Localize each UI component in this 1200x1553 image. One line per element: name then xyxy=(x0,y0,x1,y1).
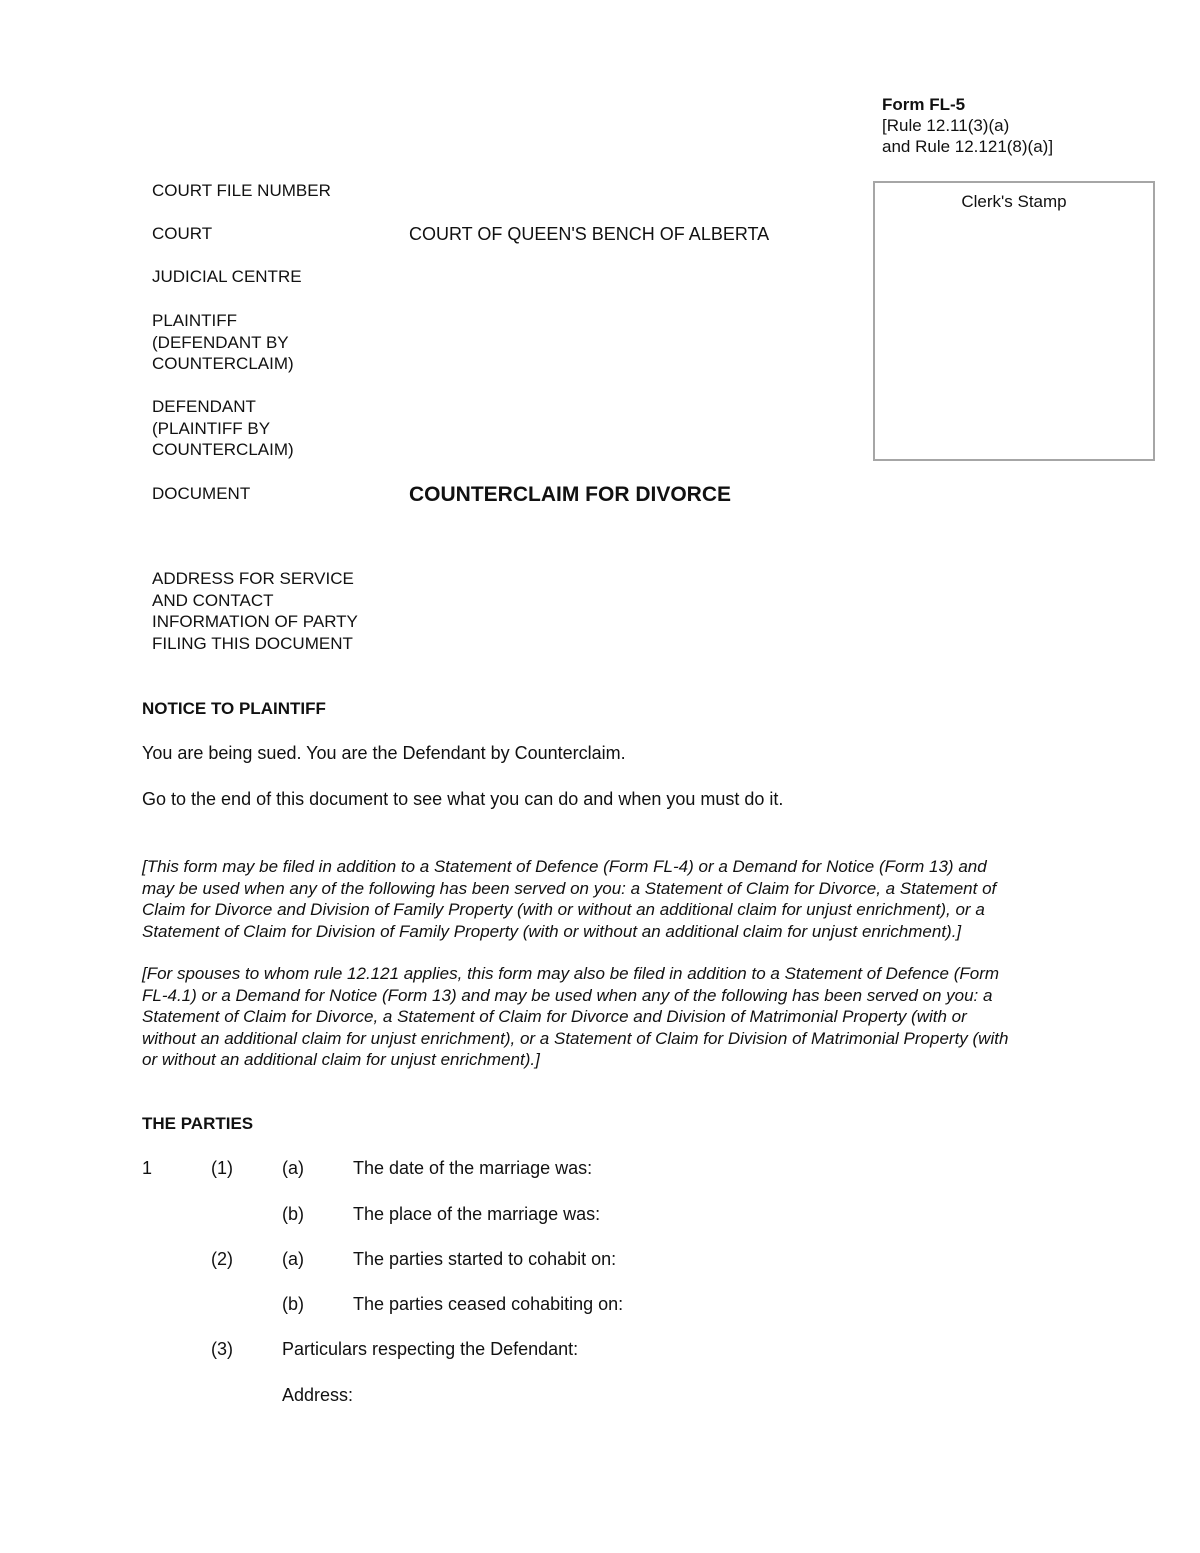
clause-letter: (a) xyxy=(282,1158,304,1178)
address-label-line: ADDRESS FOR SERVICE xyxy=(152,569,354,588)
instruction-line: may be used when any of the following has been served on you: a Statement of Claim for Divorce, a Statement of xyxy=(142,878,997,898)
instruction-line: FL-4.1) or a Demand for Notice (Form 13) and may be used when any of the following has been served on you: a xyxy=(142,985,993,1005)
clause-letter: (b) xyxy=(282,1204,304,1224)
plaintiff-label-line: PLAINTIFF xyxy=(152,311,238,330)
clerks-stamp-label: Clerk's Stamp xyxy=(961,192,1067,211)
judicial-centre-label: JUDICIAL CENTRE xyxy=(152,267,302,286)
instruction-line: without an additional claim for unjust enrichment), or a Statement of Claim for Division of Matrimonial Property (with xyxy=(142,1028,1009,1048)
form-reference xyxy=(882,94,1053,157)
notice-heading: NOTICE TO PLAINTIFF xyxy=(142,699,326,718)
defendant-address-label: Address: xyxy=(282,1385,354,1405)
court-name: COURT OF QUEEN'S BENCH OF ALBERTA xyxy=(409,224,770,244)
subitem-number: (3) xyxy=(211,1339,233,1359)
subitem-number: (1) xyxy=(211,1158,233,1178)
address-label-line: AND CONTACT xyxy=(152,590,274,610)
court-label: COURT xyxy=(152,224,213,243)
instruction-line: Statement of Claim for Division of Family Property (with or without an additional claim for unjust enrichment).] xyxy=(142,921,962,941)
form-number: Form FL-5 xyxy=(882,95,966,114)
instruction-line: [This form may be filed in addition to a Statement of Defence (Form FL-4) or a Demand for Notice (Form 13) and xyxy=(142,857,987,876)
plaintiff-label xyxy=(152,310,294,375)
defendant-particulars-label: Particulars respecting the Defendant: xyxy=(282,1339,579,1359)
instruction-line: Statement of Claim for Divorce, a Statement of Claim for Divorce and Division of Matrimonial Property (with or xyxy=(142,1007,967,1026)
marriage-place-label: The place of the marriage was: xyxy=(353,1204,601,1224)
instruction-line: or without an additional claim for unjust enrichment).] xyxy=(142,1050,540,1069)
marriage-date-label: The date of the marriage was: xyxy=(353,1158,593,1178)
instruction-line: [For spouses to whom rule 12.121 applies, this form may also be filed in addition to a Statement of Defence (Form xyxy=(142,964,1000,983)
parties-heading: THE PARTIES xyxy=(142,1114,254,1133)
instruction-paragraph-2 xyxy=(142,963,1052,1071)
clerks-stamp-box xyxy=(873,181,1155,461)
item-number: 1 xyxy=(142,1158,153,1178)
notice-line-1: You are being sued. You are the Defendant by Counterclaim. xyxy=(142,743,626,763)
clause-letter: (a) xyxy=(282,1249,304,1269)
plaintiff-label-line: (DEFENDANT BY xyxy=(152,332,289,352)
document-title: COUNTERCLAIM FOR DIVORCE xyxy=(409,483,731,506)
rule-reference-line2: and Rule 12.121(8)(a)] xyxy=(882,137,1054,156)
instruction-line: Claim for Divorce and Division of Family Property (with or without an additional claim for unjust enrichment), or a xyxy=(142,900,985,919)
address-label-line: FILING THIS DOCUMENT xyxy=(152,633,353,653)
address-label-line: INFORMATION OF PARTY xyxy=(152,612,358,631)
defendant-label-line: DEFENDANT xyxy=(152,397,256,416)
plaintiff-label-line: COUNTERCLAIM) xyxy=(152,354,294,373)
address-for-service-label xyxy=(152,568,358,654)
rule-reference-line1: [Rule 12.11(3)(a) xyxy=(882,116,1010,135)
defendant-label xyxy=(152,396,294,461)
defendant-label-line: COUNTERCLAIM) xyxy=(152,440,294,459)
clause-letter: (b) xyxy=(282,1294,304,1314)
notice-line-2: Go to the end of this document to see what you can do and when you must do it. xyxy=(142,789,784,809)
instruction-paragraph-1 xyxy=(142,856,1052,942)
court-file-number-label: COURT FILE NUMBER xyxy=(152,181,331,200)
defendant-label-line: (PLAINTIFF BY xyxy=(152,418,271,438)
cohabit-end-label: The parties ceased cohabiting on: xyxy=(353,1294,624,1314)
subitem-number: (2) xyxy=(211,1249,233,1269)
cohabit-start-label: The parties started to cohabit on: xyxy=(353,1249,617,1269)
document-label: DOCUMENT xyxy=(152,484,251,503)
